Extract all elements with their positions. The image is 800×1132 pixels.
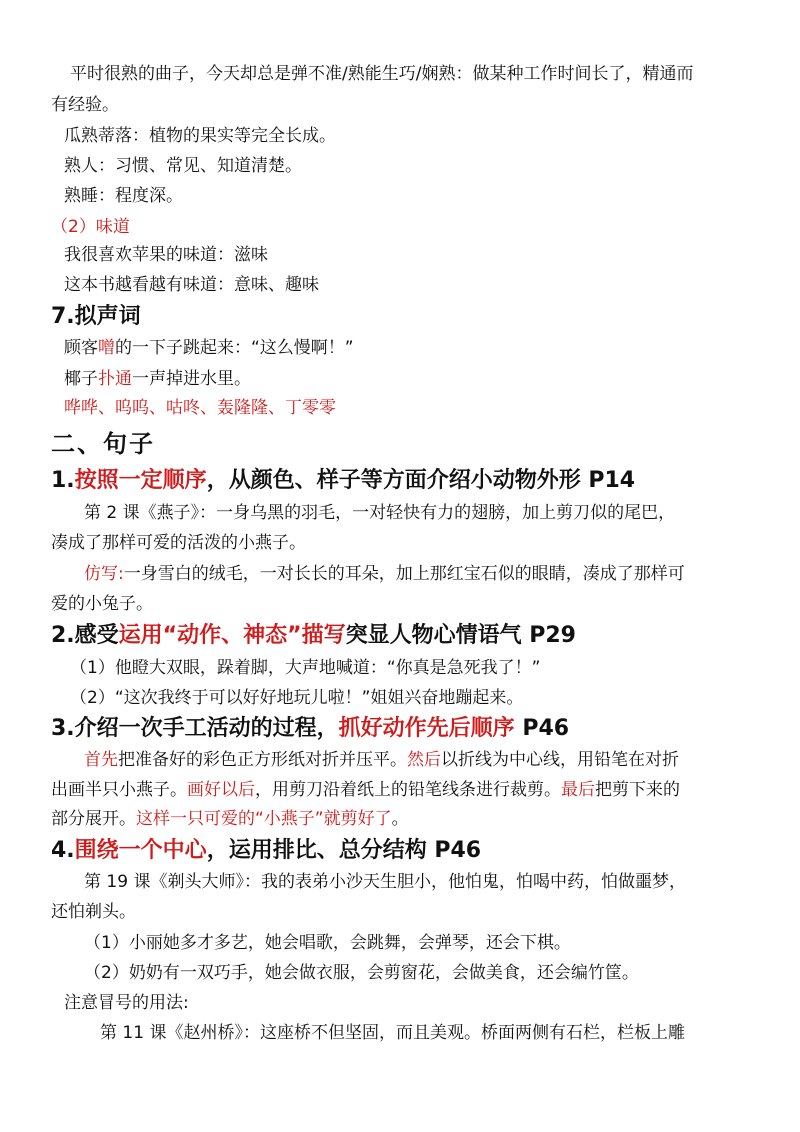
text-line: 还怕剃头。: [51, 902, 136, 922]
text-line: 熟人：习惯、常见、知道清楚。: [64, 156, 302, 176]
text-line: （1）小丽她多才多艺，她会唱歌，会跳舞，会弹琴，还会下棋。: [84, 933, 571, 953]
highlight: 最后: [561, 780, 595, 800]
text-line: 瓜熟蒂落：植物的果实等完全长成。: [64, 126, 336, 146]
text-line: （1）他瞪大双眼，跺着脚，大声地喊道：“你真是急死我了！”: [70, 658, 541, 678]
text-line: 首先把准备好的彩色正方形纸对折并压平。然后以折线为中心线，用铅笔在对折: [84, 750, 679, 770]
text-line: 第 2 课《燕子》：一身乌黑的羽毛，一对轻快有力的翅膀，加上剪刀似的尾巴，: [84, 503, 676, 523]
text-line: 爱的小兔子。: [51, 594, 153, 614]
text-line: 凑成了那样可爱的活泼的小燕子。: [51, 533, 306, 553]
text-line: 这本书越看越有味道：意味、趣味: [64, 275, 319, 295]
subheading-taste: （2）味道: [51, 217, 130, 237]
highlight: 运用“动作、神态”描写: [118, 623, 346, 648]
section-heading-1: 1.按照一定顺序，从颜色、样子等方面介绍小动物外形 P14: [51, 468, 636, 493]
text-line: 椰子扑通一声掉进水里。: [64, 369, 251, 389]
section-heading-3: 3.介绍一次手工活动的过程，抓好动作先后顺序 P46: [51, 716, 570, 741]
text-line: 注意冒号的用法:: [64, 993, 189, 1013]
highlight: 扑通: [98, 369, 132, 389]
text-line: 第 19 课《剃头大师》：我的表弟小沙天生胆小，他怕鬼，怕喝中药，怕做噩梦，: [84, 872, 686, 892]
text-line: 部分展开。这样一只可爱的“小燕子”就剪好了。: [51, 809, 409, 829]
text-line: 仿写:一身雪白的绒毛，一对长长的耳朵，加上那红宝石似的眼睛，凑成了那样可: [84, 564, 685, 584]
section-heading-2: 2.感受运用“动作、神态”描写突显人物心情语气 P29: [51, 623, 576, 648]
text-line: 出画半只小燕子。画好以后，用剪刀沿着纸上的铅笔线条进行裁剪。最后把剪下来的: [51, 780, 680, 800]
text-line: （2）奶奶有一双巧手，她会做衣服，会剪窗花，会做美食，还会编竹筐。: [84, 963, 639, 983]
section-heading-4: 4.围绕一个中心，运用排比、总分结构 P46: [51, 838, 482, 863]
text-line: （2）“这次我终于可以好好地玩儿啦！”姐姐兴奋地蹦起来。: [70, 688, 524, 708]
highlight: 这样一只可爱的“小燕子”就剪好了: [136, 809, 392, 829]
text-line: 顾客噌的一下子跳起来：“这么慢啊！”: [64, 338, 354, 358]
highlight: 噌: [98, 338, 115, 358]
text-line: 我很喜欢苹果的味道：滋味: [64, 245, 268, 265]
text-line: 有经验。: [51, 95, 119, 115]
highlight: 首先: [84, 750, 118, 770]
highlight: 围绕一个中心: [74, 838, 207, 863]
highlight: 抓好动作先后顺序: [338, 716, 515, 741]
highlight: 按照一定顺序: [74, 468, 207, 493]
text-line: 熟睡：程度深。: [64, 186, 183, 206]
highlight: 然后: [407, 750, 441, 770]
highlight: 画好以后: [187, 780, 255, 800]
chapter-heading-sentences: 二、句子: [51, 430, 155, 458]
text-line: 平时很熟的曲子，今天却总是弹不准/熟能生巧/娴熟：做某种工作时间长了，精通而: [70, 64, 694, 84]
text-line: 第 11 课《赵州桥》：这座桥不但坚固，而且美观。桥面两侧有石栏，栏板上雕: [100, 1023, 685, 1043]
highlight: 仿写:: [84, 564, 124, 584]
section-heading-onomatopoeia: 7.拟声词: [51, 304, 141, 329]
onomatopoeia-list: 哗哗、呜呜、咕咚、轰隆隆、丁零零: [64, 398, 336, 418]
